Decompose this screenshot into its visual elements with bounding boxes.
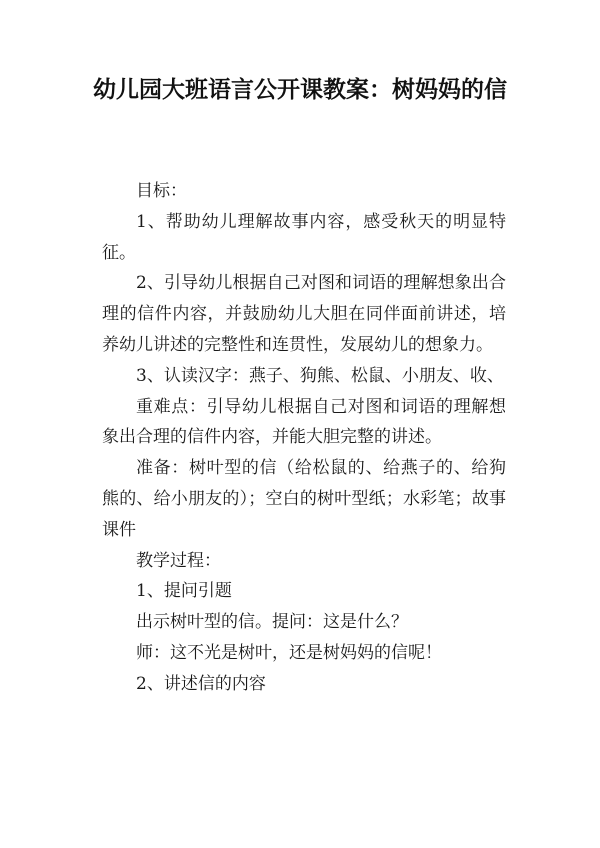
paragraph-goal-3: 3、认读汉字：燕子、狗熊、松鼠、小朋友、收、 <box>136 365 504 386</box>
paragraph-goal-2: 2、引导幼儿根据自己对图和词语的理解想象出合理的信件内容，并鼓励幼儿大胆在同伴面前讲述，培养幼儿讲述的完整性和连贯性，发展幼儿的想象力。 <box>102 273 506 355</box>
paragraph-step-1-show: 出示树叶型的信。提问：这是什么？ <box>136 612 408 633</box>
document-title: 幼儿园大班语言公开课教案：树妈妈的信 <box>93 77 507 103</box>
document-body <box>102 176 506 700</box>
paragraph-process-heading: 教学过程： <box>136 550 221 571</box>
paragraph-preparation: 准备：树叶型的信（给松鼠的、给燕子的、给狗熊的、给小朋友的）；空白的树叶型纸；水彩笔；故事课件 <box>102 458 506 540</box>
paragraph-step-1-teacher: 师：这不光是树叶，还是树妈妈的信呢！ <box>136 642 442 663</box>
paragraph-goal-1: 1、帮助幼儿理解故事内容，感受秋天的明显特征。 <box>102 211 506 263</box>
paragraph-goals-heading: 目标： <box>136 181 187 201</box>
paragraph-step-2: 2、讲述信的内容 <box>136 673 266 694</box>
paragraph-key-points: 重难点：引导幼儿根据自己对图和词语的理解想象出合理的信件内容，并能大胆完整的讲述。 <box>102 396 506 448</box>
paragraph-step-1: 1、提问引题 <box>136 581 232 602</box>
